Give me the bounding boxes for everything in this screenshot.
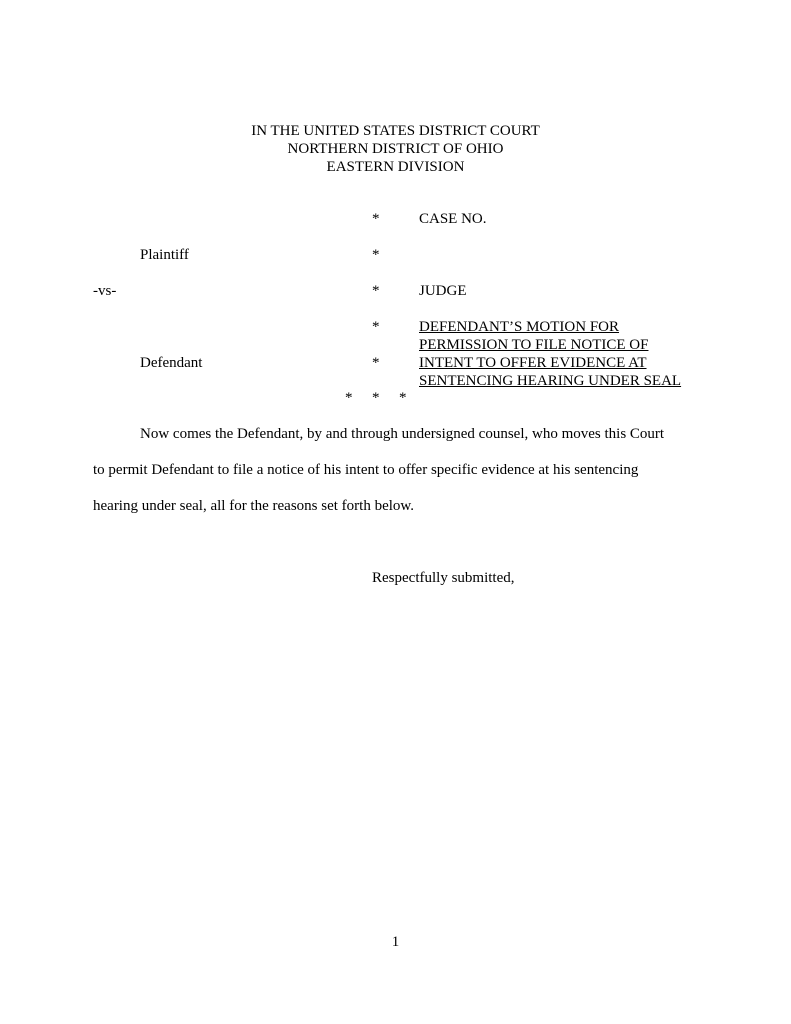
caption-separator-4: * [372,319,380,335]
motion-title-line: DEFENDANT’S MOTION FOR [419,319,620,335]
court-district: NORTHERN DISTRICT OF OHIO [287,141,504,157]
caption-separator-5: * [372,355,380,371]
caption-separator-2: * [372,247,380,263]
versus-label: -vs- [93,283,117,299]
court-header [0,122,791,176]
body-line: Now comes the Defendant, by and through undersigned counsel, who moves this Court [140,426,665,442]
motion-title [419,318,681,390]
court-division: EASTERN DIVISION [326,159,465,175]
motion-title-line: SENTENCING HEARING UNDER SEAL [419,373,682,389]
motion-title-line: INTENT TO OFFER EVIDENCE AT [419,355,647,371]
body-line: hearing under seal, all for the reasons set forth below. [93,498,414,514]
motion-title-line: PERMISSION TO FILE NOTICE OF [419,337,649,353]
page-number: 1 [391,934,400,950]
closing-star: * [399,390,407,406]
caption-separator-1: * [372,211,380,227]
body-line: to permit Defendant to file a notice of his intent to offer specific evidence at his sentencing [93,462,639,478]
court-name: IN THE UNITED STATES DISTRICT COURT [251,123,540,139]
closing-star: * [372,390,380,406]
closing-star: * [345,390,353,406]
closing-signature-line: Respectfully submitted, [372,570,515,586]
case-number-label: CASE NO. [419,211,487,227]
defendant-label: Defendant [140,355,203,371]
caption-separator-3: * [372,283,380,299]
judge-label: JUDGE [419,283,467,299]
plaintiff-label: Plaintiff [140,247,189,263]
caption-closing-stars [345,389,426,407]
